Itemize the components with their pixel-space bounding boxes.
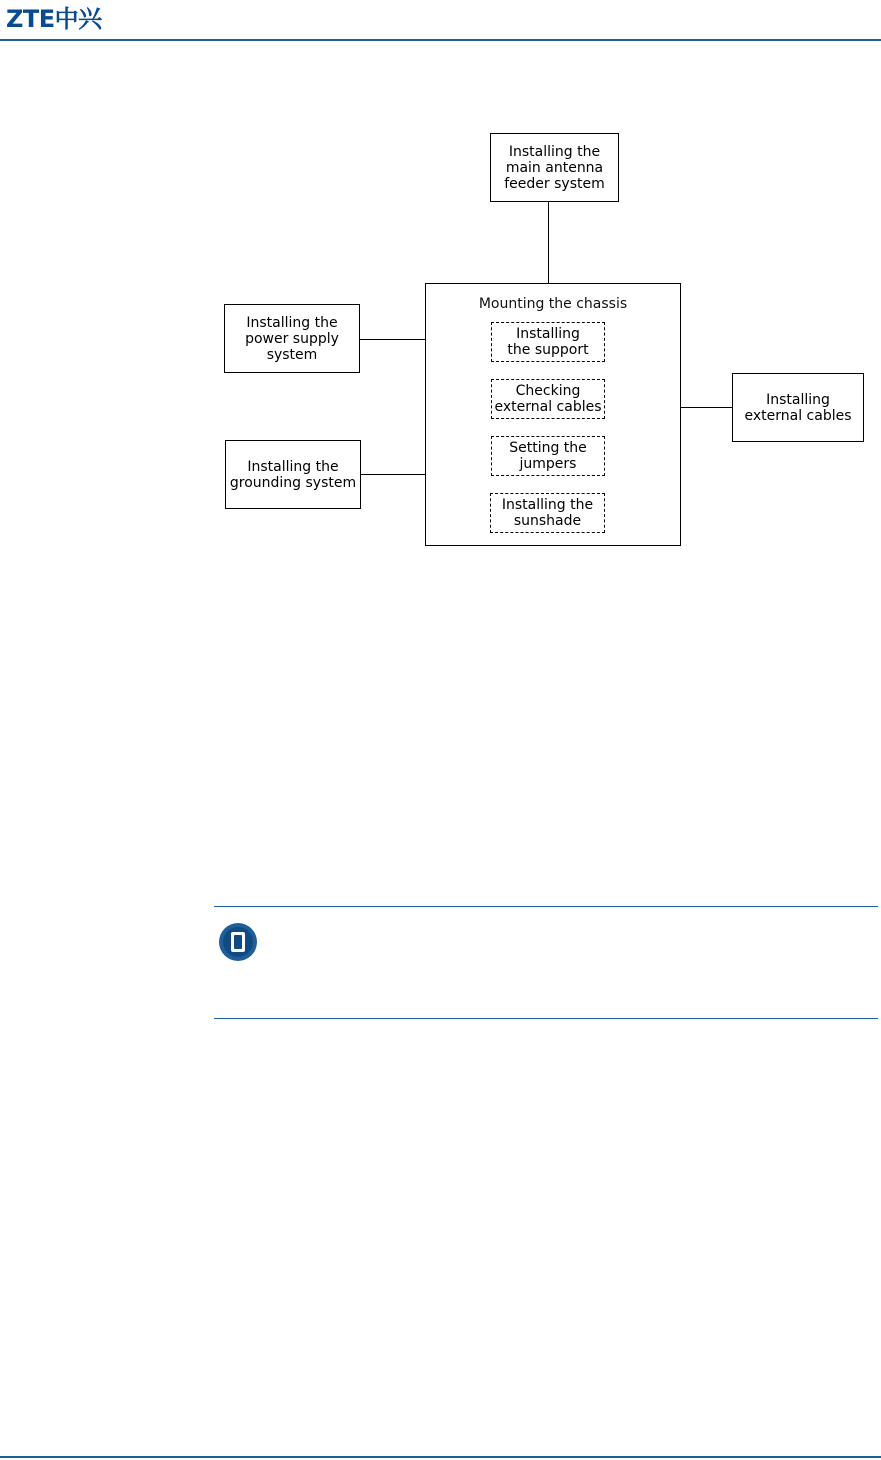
external-cables-box: Installing external cables <box>732 373 864 442</box>
connector-left-top <box>360 339 426 340</box>
grounding-system-box: Installing the grounding system <box>225 440 361 509</box>
chassis-step-checking-cables: Checking external cables <box>491 379 605 419</box>
connector-right <box>681 407 733 408</box>
power-supply-box: Installing the power supply system <box>224 304 360 373</box>
connector-top <box>548 202 549 284</box>
chassis-step-support: Installing the support <box>491 322 605 362</box>
footer-divider <box>0 1456 881 1458</box>
connector-left-bottom <box>361 474 426 475</box>
chassis-title: Mounting the chassis <box>478 296 628 312</box>
main-antenna-feeder-box: Installing the main antenna feeder system <box>490 133 619 202</box>
chassis-step-sunshade: Installing the sunshade <box>490 493 605 533</box>
note-top-rule <box>214 906 878 907</box>
note-icon <box>218 922 258 962</box>
note-block <box>214 906 878 1020</box>
note-bottom-rule <box>214 1018 878 1019</box>
chassis-step-jumpers: Setting the jumpers <box>491 436 605 476</box>
zte-logo: ZTE中兴 <box>6 5 102 33</box>
installation-flow-diagram <box>0 0 881 600</box>
